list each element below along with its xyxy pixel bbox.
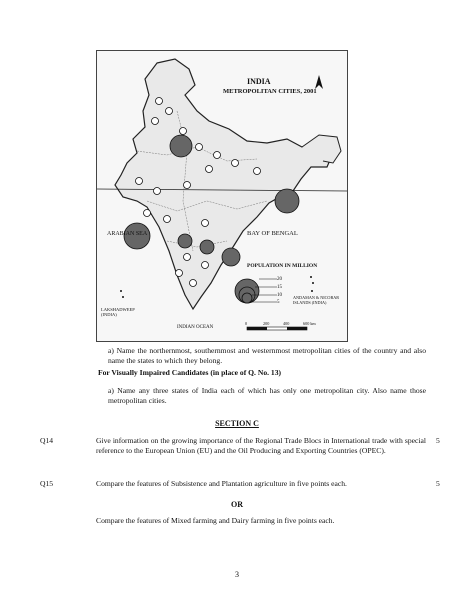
q14-marks: 5 (436, 436, 440, 445)
scale-600: 600 km (303, 321, 316, 326)
legend-value-20: 20 (277, 277, 282, 282)
map-title: INDIA (247, 77, 271, 86)
q15-text: Compare the features of Subsistence and Plantation agriculture in five points each. (96, 479, 347, 488)
question-a-text: a) Name the northernmost, southernmost and westernmost metropolitan cities of the country and also name the states to which they belong. (108, 346, 426, 365)
or-divider: OR (231, 500, 243, 509)
legend-value-5: 5 (277, 300, 280, 305)
label-arabian-sea: ARABIAN SEA (107, 231, 148, 237)
legend-value-15: 15 (277, 285, 282, 290)
q15-number: Q15 (40, 479, 54, 488)
map-subtitle: METROPOLITAN CITIES, 2001 (223, 88, 317, 95)
scale-200: 200 (263, 321, 270, 326)
islands (120, 276, 314, 298)
scale-0: 0 (245, 321, 248, 326)
vi-question-text: a) Name any three states of India each of which has only one metropolitan city. Also name those metropolitan cities. (108, 386, 426, 405)
page-number: 3 (235, 570, 239, 579)
section-heading: SECTION C (215, 419, 259, 428)
legend-value-10: 10 (277, 293, 282, 298)
scale-400: 400 (283, 321, 290, 326)
q15-marks: 5 (436, 479, 440, 488)
label-andaman: ANDAMAN & NICOBAR ISLANDS (INDIA) (293, 295, 340, 305)
label-bay-of-bengal: BAY OF BENGAL (247, 230, 298, 237)
scale-bar (247, 327, 307, 330)
q14-number: Q14 (40, 436, 54, 445)
india-metropolitan-map (96, 50, 348, 342)
legend-title: POPULATION IN MILLION (247, 263, 318, 269)
visually-impaired-heading: For Visually Impaired Candidates (in place of Q. No. 13) (98, 368, 282, 377)
label-indian-ocean: INDIAN OCEAN (177, 325, 214, 330)
label-lakshadweep: LAKSHADWEEP (INDIA) (101, 307, 135, 317)
population-legend-symbols (235, 279, 259, 303)
q15-alternate-text: Compare the features of Mixed farming and Dairy farming in five points each. (96, 516, 335, 525)
q14-text: Give information on the growing importance of the Regional Trade Blocs in International trade with special reference to the European Union (EU) and the Oil Producing and Exporting Countries (OPEC). (96, 436, 426, 455)
